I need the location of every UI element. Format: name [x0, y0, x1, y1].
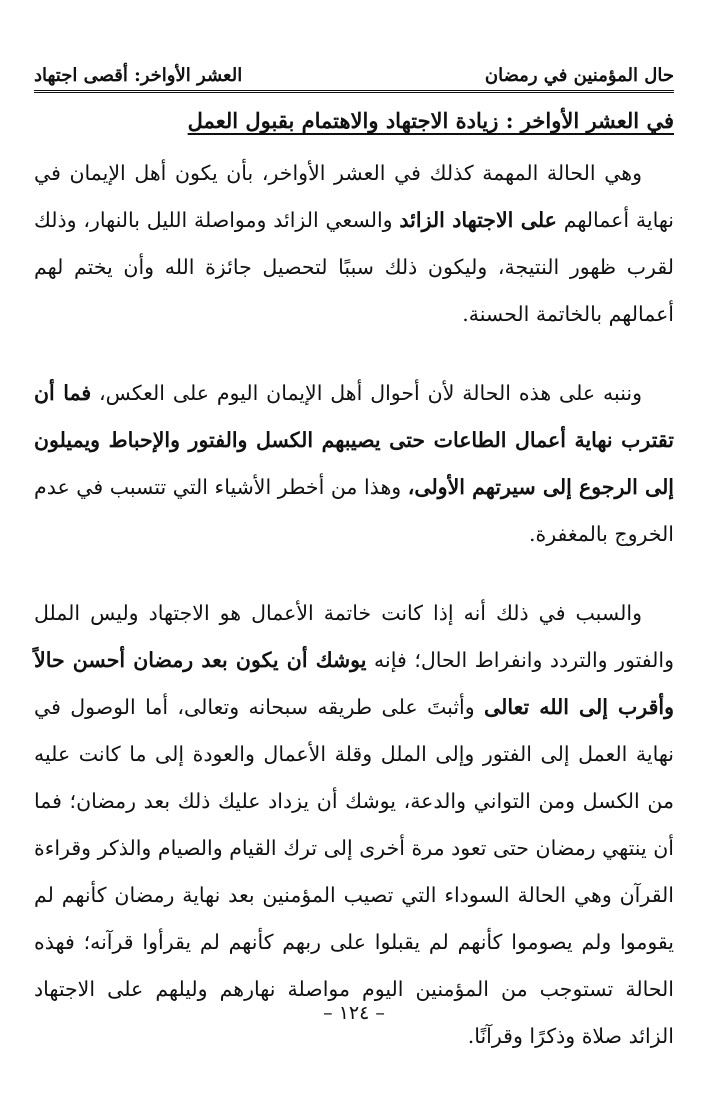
paragraph-1 — [34, 150, 674, 338]
paragraph-2 — [34, 370, 674, 558]
page-number: – ١٢٤ – — [323, 1002, 385, 1024]
paragraph-1-text-b: والسعي الزائد ومواصلة الليل بالنهار، وذلك لقرب ظهور النتيجة، وليكون ذلك سببًا لتحصيل جائزة الله وأن يختم لهم أعمالهم بالخاتمة الحسنة. — [34, 208, 674, 326]
paragraph-1-bold: على الاجتهاد الزائد — [399, 208, 557, 232]
paragraph-3-text-a: والسبب في ذلك أنه إذا كانت خاتمة الأعمال هو الاجتهاد وليس الملل والفتور والتردد وانفراط الحال؛ فإنه — [34, 601, 674, 672]
section-heading: في العشر الأواخر : زيادة الاجتهاد والاهتمام بقبول العمل — [187, 108, 674, 133]
paragraph-1-text-a: وهي الحالة المهمة كذلك في العشر الأواخر، بأن يكون أهل الإيمان في نهاية أعمالهم — [34, 161, 674, 232]
running-header — [34, 56, 674, 93]
body-text — [34, 150, 674, 1092]
paragraph-3 — [34, 590, 674, 1060]
header-book-title: حال المؤمنين في رمضان — [484, 65, 674, 86]
header-section-title: العشر الأواخر: أقصى اجتهاد — [34, 65, 243, 86]
paragraph-2-bold: فما أن تقترب نهاية أعمال الطاعات حتى يصيبهم الكسل والفتور والإحباط ويميلون إلى الرجوع إلى سيرتهم الأولى، — [34, 381, 675, 499]
paragraph-2-text-b: وهذا من أخطر الأشياء التي تتسبب في عدم الخروج بالمغفرة. — [34, 475, 674, 546]
paragraph-3-bold: يوشك أن يكون بعد رمضان أحسن حالاً وأقرب إلى الله تعالى — [34, 648, 674, 719]
paragraph-3-text-b: وأثبتَ على طريقه سبحانه وتعالى، أما الوصول في نهاية العمل إلى الفتور وإلى الملل وقلة الأعمال والعودة إلى ما كانت عليه من الكسل ومن التواني والدعة، يوشك أن يزداد عليك ذلك بعد رمضان؛ فما أن ينتهي رمضان حتى تعود مرة أخرى إلى ترك القيام والصيام والذكر وقراءة القرآن وهي الحالة السوداء التي تصيب المؤمنين بعد نهاية رمضان كأنهم لم يقوموا ولم يصوموا كأنهم لم يقبلوا على ربهم كأنهم لم يقرأوا قرآنه؛ فهذه الحالة تستوجب من المؤمنين اليوم مواصلة نهارهم وليلهم على الاجتهاد الزائد صلاة وذكرًا وقرآنًا. — [34, 695, 674, 1048]
paragraph-2-text-a: وننبه على هذه الحالة لأن أحوال أهل الإيمان اليوم على العكس، — [91, 381, 642, 405]
